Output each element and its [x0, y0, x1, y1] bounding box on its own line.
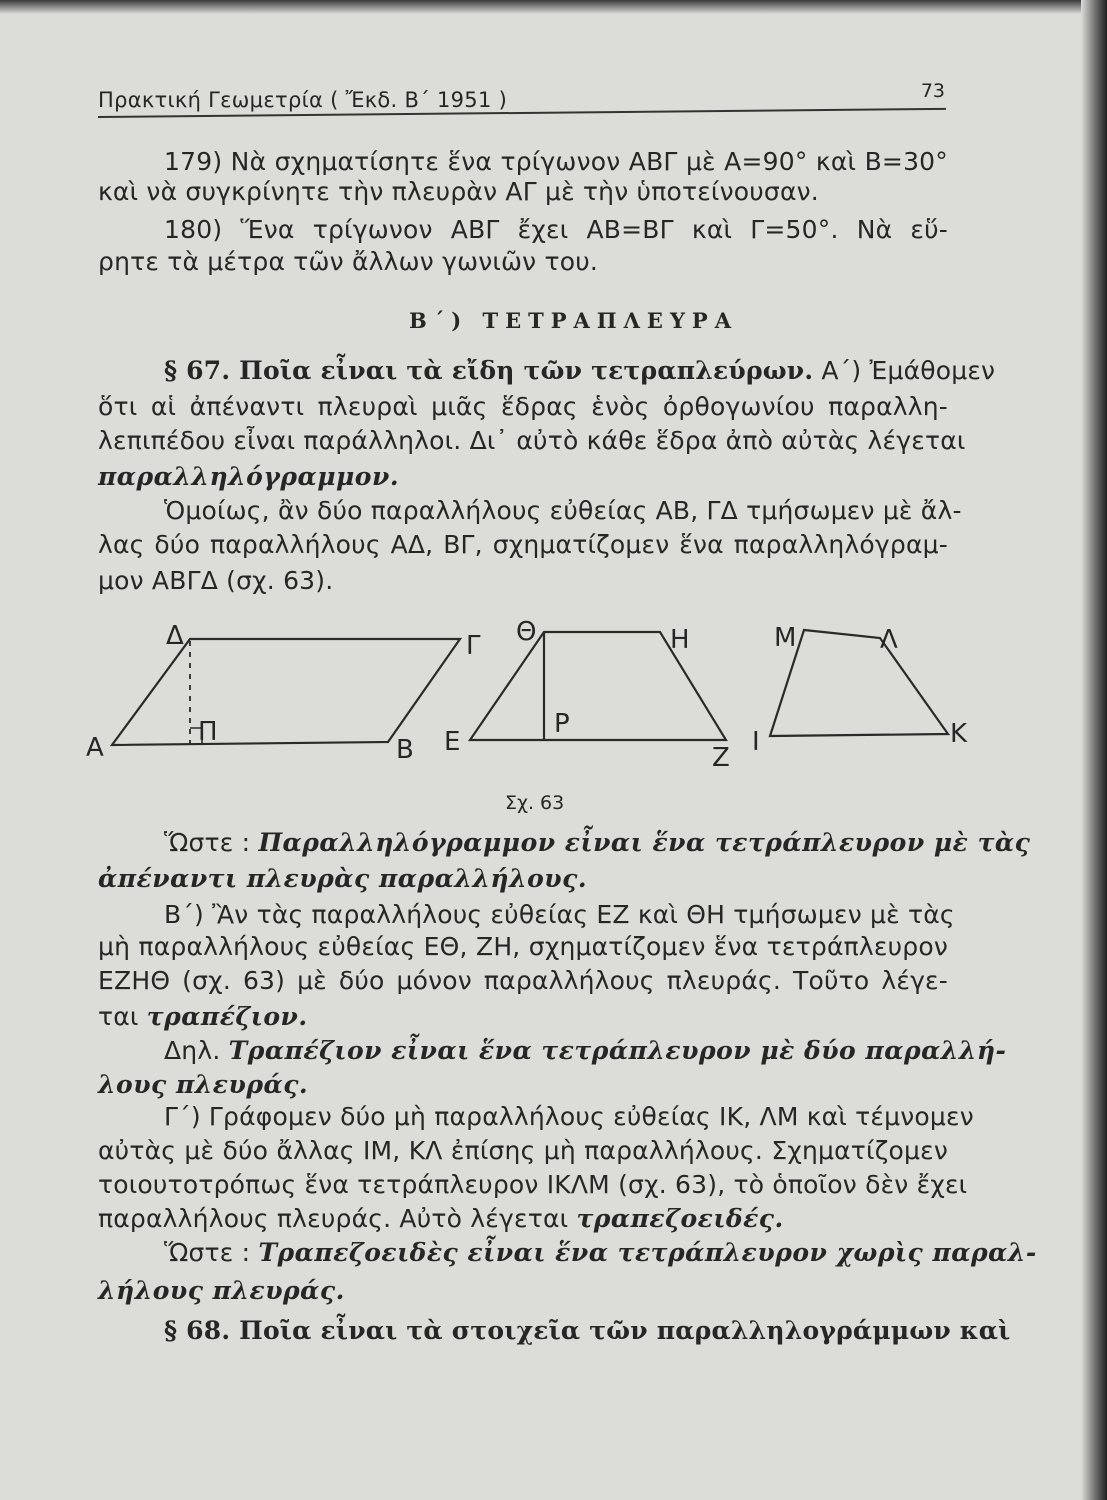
figure-caption: Σχ. 63	[505, 792, 565, 814]
paragraph-b-line-4	[98, 1002, 948, 1032]
term-trapezoid: τραπεζοειδές.	[576, 1204, 784, 1233]
definition-trapezium-line-1	[98, 1036, 1007, 1066]
definition-1-text-cont: ἀπέναντι πλευρὰς παραλλήλους.	[98, 864, 588, 893]
scan-edge-right	[1081, 0, 1107, 1500]
term-parallelogram: παραλληλόγραμμον.	[98, 462, 400, 491]
paragraph-67-line-4	[98, 462, 948, 492]
label-i: Ι	[752, 727, 760, 757]
label-d: Δ	[166, 621, 184, 651]
parallelogram-outline	[112, 639, 460, 745]
paragraph-c-line-3: τοιουτοτρόπως ἕνα τετράπλευρον ΙΚΛΜ (σχ. 63), τὸ ὁποῖον δὲν ἔχει	[98, 1170, 968, 1199]
definition-2-text-cont: λους πλευράς.	[98, 1070, 309, 1099]
paragraph-c-line-1: Γ΄) Γράφομεν δύο μὴ παραλλήλους εὐθείας ΙΚ, ΛΜ καὶ τέμνομεν	[164, 1102, 974, 1131]
exercise-180-line-1: 180) Ἕνα τρίγωνον ΑΒΓ ἔχει ΑΒ=ΒΓ καὶ Γ=50°. Νὰ εὕ-	[164, 215, 948, 244]
running-title: Πρακτική Γεωμετρία ( Ἔκδ. Β΄ 1951 )	[98, 88, 508, 112]
term-trapezium: τραπέζιον.	[146, 1002, 308, 1031]
definition-3-text: Τραπεζοειδὲς εἶναι ἕνα τετράπλευρον χωρὶς παραλ-	[258, 1238, 1037, 1267]
paragraph-b-line-3: ΕΖΗΘ (σχ. 63) μὲ δύο μόνον παραλλήλους πλευράς. Τοῦτο λέγε-	[98, 966, 948, 995]
definition-3-text-cont: λήλους πλευράς.	[98, 1276, 345, 1305]
definition-1-prefix: Ὥστε :	[164, 828, 259, 857]
label-p: Π	[198, 717, 218, 747]
label-r: Ρ	[554, 709, 570, 739]
label-m: Μ	[774, 623, 797, 653]
paragraph-b-line-2: μὴ παραλλήλους εὐθείας ΕΘ, ΖΗ, σχηματίζομεν ἕνα τετράπλευρον	[98, 932, 948, 961]
paragraph-67-line-7: μον ΑΒΓΔ (σχ. 63).	[98, 566, 334, 595]
definition-trapezoid-line-1	[98, 1238, 1037, 1268]
label-b: Β	[396, 735, 414, 765]
paragraph-68-heading: § 68. Ποῖα εἶναι τὰ στοιχεῖα τῶν παραλληλογράμμων καὶ	[164, 1316, 1011, 1345]
page-number: 73	[920, 80, 945, 102]
figure-63	[80, 610, 1000, 785]
definition-1-text: Παραλληλόγραμμον εἶναι ἕνα τετράπλευρον μὲ τὰς	[258, 828, 1031, 857]
paragraph-c-line-4-text: παραλλήλους πλευράς. Αὐτὸ λέγεται	[98, 1204, 577, 1233]
scan-edge-top	[0, 0, 1107, 14]
label-z: Ζ	[712, 743, 730, 773]
section-heading: Β΄) ΤΕΤΡΑΠΛΕΥΡΑ	[408, 308, 739, 333]
definition-2-text: Τραπέζιον εἶναι ἕνα τετράπλευρον μὲ δύο παραλλή-	[228, 1036, 1007, 1065]
paragraph-c-line-4	[98, 1204, 948, 1234]
paragraph-67-line-3: λεπιπέδου εἶναι παράλληλοι. Δι᾽ αὐτὸ κάθε ἕδρα ἀπὸ αὐτὰς λέγεται	[98, 426, 966, 455]
definition-3-prefix: Ὥστε :	[164, 1238, 259, 1267]
paragraph-b-line-1: Β΄) Ἂν τὰς παραλλήλους εὐθείας ΕΖ καὶ ΘΗ τμήσωμεν μὲ τὰς	[164, 900, 955, 929]
paragraph-67-title: § 67. Ποῖα εἶναι τὰ εἴδη τῶν τετραπλεύρων.	[164, 356, 814, 385]
definition-parallelogram-line-1	[98, 828, 1031, 858]
paragraph-67-heading	[98, 356, 996, 386]
trapezoid-like-iklm	[770, 630, 948, 736]
definition-trapezoid-line-2	[98, 1276, 948, 1306]
label-h: Η	[670, 625, 690, 655]
label-l: Λ	[880, 625, 898, 655]
label-a: Α	[86, 733, 104, 763]
label-e: Ε	[444, 727, 461, 757]
paragraph-67-line-6: λας δύο παραλλήλους ΑΔ, ΒΓ, σχηματίζομεν ἕνα παραλληλόγραμ-	[98, 530, 948, 559]
definition-parallelogram-line-2	[98, 864, 948, 894]
label-k: Κ	[950, 719, 968, 749]
paragraph-b-line-4-text: ται	[98, 1002, 147, 1031]
label-th: Θ	[516, 617, 537, 647]
definition-2-prefix: Δηλ.	[164, 1036, 229, 1065]
exercise-179-line-1: 179) Νὰ σχηματίσητε ἕνα τρίγωνον ΑΒΓ μὲ Α=90° καὶ Β=30°	[164, 147, 948, 176]
trapezoid-like-outline	[770, 630, 948, 736]
exercise-179-line-2: καὶ νὰ συγκρίνητε τὴν πλευρὰν ΑΓ μὲ τὴν ὑποτείνουσαν.	[98, 177, 819, 206]
label-g: Γ	[466, 631, 481, 661]
parallelogram-abgd	[112, 639, 460, 745]
paragraph-c-line-2: αὐτὰς μὲ δύο ἄλλας ΙΜ, ΚΛ ἐπίσης μὴ παραλλήλους. Σχηματίζομεν	[98, 1136, 948, 1165]
exercise-180-line-2: ρητε τὰ μέτρα τῶν ἄλλων γωνιῶν του.	[98, 247, 599, 276]
definition-trapezium-line-2	[98, 1070, 948, 1100]
paragraph-67-line-5: Ὁμοίως, ἂν δύο παραλλήλους εὐθείας ΑΒ, ΓΔ τμήσωμεν μὲ ἄλ-	[164, 496, 962, 525]
paragraph-67-line-2: ὅτι αἱ ἀπέναντι πλευραὶ μιᾶς ἕδρας ἑνὸς ὀρθογωνίου παραλλη-	[98, 392, 948, 421]
paragraph-67-heading-rest: Α΄) Ἐμάθομεν	[813, 356, 996, 385]
